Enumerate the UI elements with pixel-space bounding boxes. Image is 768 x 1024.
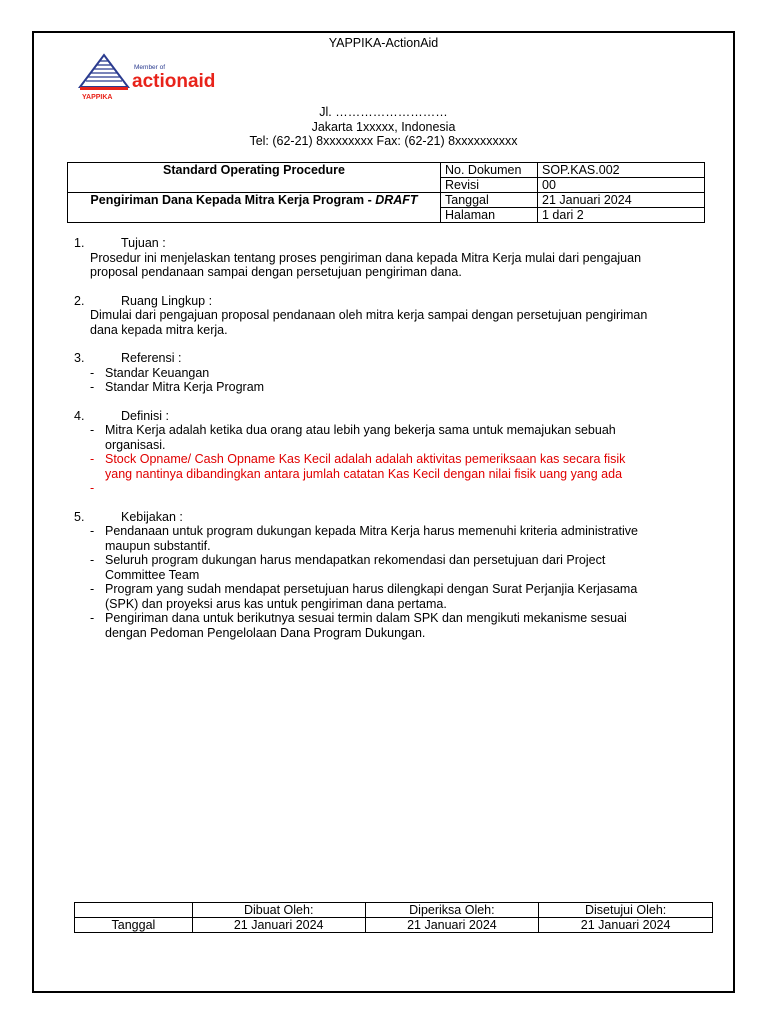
doc-value-date: 21 Januari 2024 xyxy=(538,193,705,208)
section-title: Tujuan : xyxy=(121,236,166,250)
list-item: - Standar Mitra Kerja Program xyxy=(90,380,265,394)
signoff-date-reviewed: 21 Januari 2024 xyxy=(365,918,539,933)
signoff-row-label: Tanggal xyxy=(75,918,193,933)
list-item: - Mitra Kerja adalah ketika dua orang atau lebih yang bekerja sama untuk memajukan sebuah organisasi. xyxy=(90,423,616,452)
signoff-table xyxy=(74,902,713,933)
logo-brand-text: actionaid xyxy=(132,71,216,92)
sop-content xyxy=(74,236,674,654)
section-title: Ruang Lingkup : xyxy=(121,293,213,308)
section-policy xyxy=(74,510,674,641)
doc-key-page: Halaman xyxy=(441,208,538,223)
section-text: proposal pendanaan sampai dengan persetujuan pengiriman dana. xyxy=(90,265,462,279)
section-number: 2. xyxy=(74,293,85,308)
doc-value-number: SOP.KAS.002 xyxy=(538,163,705,178)
section-references xyxy=(74,351,674,395)
section-number: 3. xyxy=(74,351,85,365)
signoff-header-prepared: Dibuat Oleh: xyxy=(192,903,365,918)
section-title: Kebijakan : xyxy=(121,509,183,524)
section-text: Prosedur ini menjelaskan tentang proses pengiriman dana kepada Mitra Kerja mulai dari pengajuan xyxy=(90,250,642,265)
sop-subtitle: Pengiriman Dana Kepada Mitra Kerja Program - DRAFT xyxy=(68,193,441,223)
logo-member-text: Member of xyxy=(134,64,166,71)
org-name: YAPPIKA-ActionAid xyxy=(328,36,439,50)
list-item-empty: - xyxy=(90,481,95,495)
doc-value-revision: 00 xyxy=(538,178,705,193)
section-definitions xyxy=(74,409,674,496)
section-title: Referensi : xyxy=(121,351,182,365)
signoff-header-approved: Disetujui Oleh: xyxy=(539,903,713,918)
doc-key-date: Tanggal xyxy=(441,193,538,208)
signoff-header-blank xyxy=(75,903,193,918)
list-item: - Pengiriman dana untuk berikutnya sesuai termin dalam SPK dan mengikuti mekanisme sesuai dengan Pedoman Pengelolaan Dana Program Dukungan. xyxy=(90,611,627,640)
address-block xyxy=(34,105,733,149)
section-text: dana kepada mitra kerja. xyxy=(90,322,228,337)
document-info-table xyxy=(67,162,705,223)
list-item: - Standar Keuangan xyxy=(90,365,210,380)
draft-label: DRAFT xyxy=(375,193,418,207)
address-city: Jakarta 1xxxxx, Indonesia xyxy=(311,119,456,134)
list-item: - Seluruh program dukungan harus mendapatkan rekomendasi dan persetujuan dari Project Committee Team xyxy=(90,553,606,582)
list-item-highlighted: - Stock Opname/ Cash Opname Kas Kecil adalah adalah aktivitas pemeriksaan kas secara fisik yang nantinya dibandingkan antara jumlah catatan Kas Kecil dengan nilai fisik uang yang ada xyxy=(90,452,626,481)
doc-key-revision: Revisi xyxy=(441,178,538,193)
address-phone: Tel: (62-21) 8xxxxxxxx Fax: (62-21) 8xxxxxxxxxx xyxy=(249,134,518,148)
section-scope xyxy=(74,294,674,338)
section-title: Definisi : xyxy=(121,408,169,423)
doc-value-page: 1 dari 2 xyxy=(538,208,705,223)
signoff-date-prepared: 21 Januari 2024 xyxy=(192,918,365,933)
document-page xyxy=(32,31,735,993)
logo-subtext: YAPPIKA xyxy=(82,94,113,101)
list-item: - Program yang sudah mendapat persetujuan harus dilengkapi dengan Surat Perjanjia Kerjasama (SPK) dan proyeksi arus kas untuk pengiriman dana pertama. xyxy=(90,582,638,611)
list-item: - Pendanaan untuk program dukungan kepada Mitra Kerja harus memenuhi kriteria administrative maupun substantif. xyxy=(90,524,638,553)
doc-key-number: No. Dokumen xyxy=(441,163,538,178)
signoff-header-reviewed: Diperiksa Oleh: xyxy=(365,903,539,918)
actionaid-logo xyxy=(74,47,234,103)
address-street: Jl. ……………………… xyxy=(319,105,448,119)
section-text: Dimulai dari pengajuan proposal pendanaan oleh mitra kerja sampai dengan persetujuan pengiriman xyxy=(90,308,648,322)
section-number: 5. xyxy=(74,509,85,524)
sop-title: Standard Operating Procedure xyxy=(68,163,441,193)
signoff-date-approved: 21 Januari 2024 xyxy=(539,918,713,933)
section-number: 1. xyxy=(74,236,85,250)
section-purpose xyxy=(74,236,674,280)
section-number: 4. xyxy=(74,408,85,423)
